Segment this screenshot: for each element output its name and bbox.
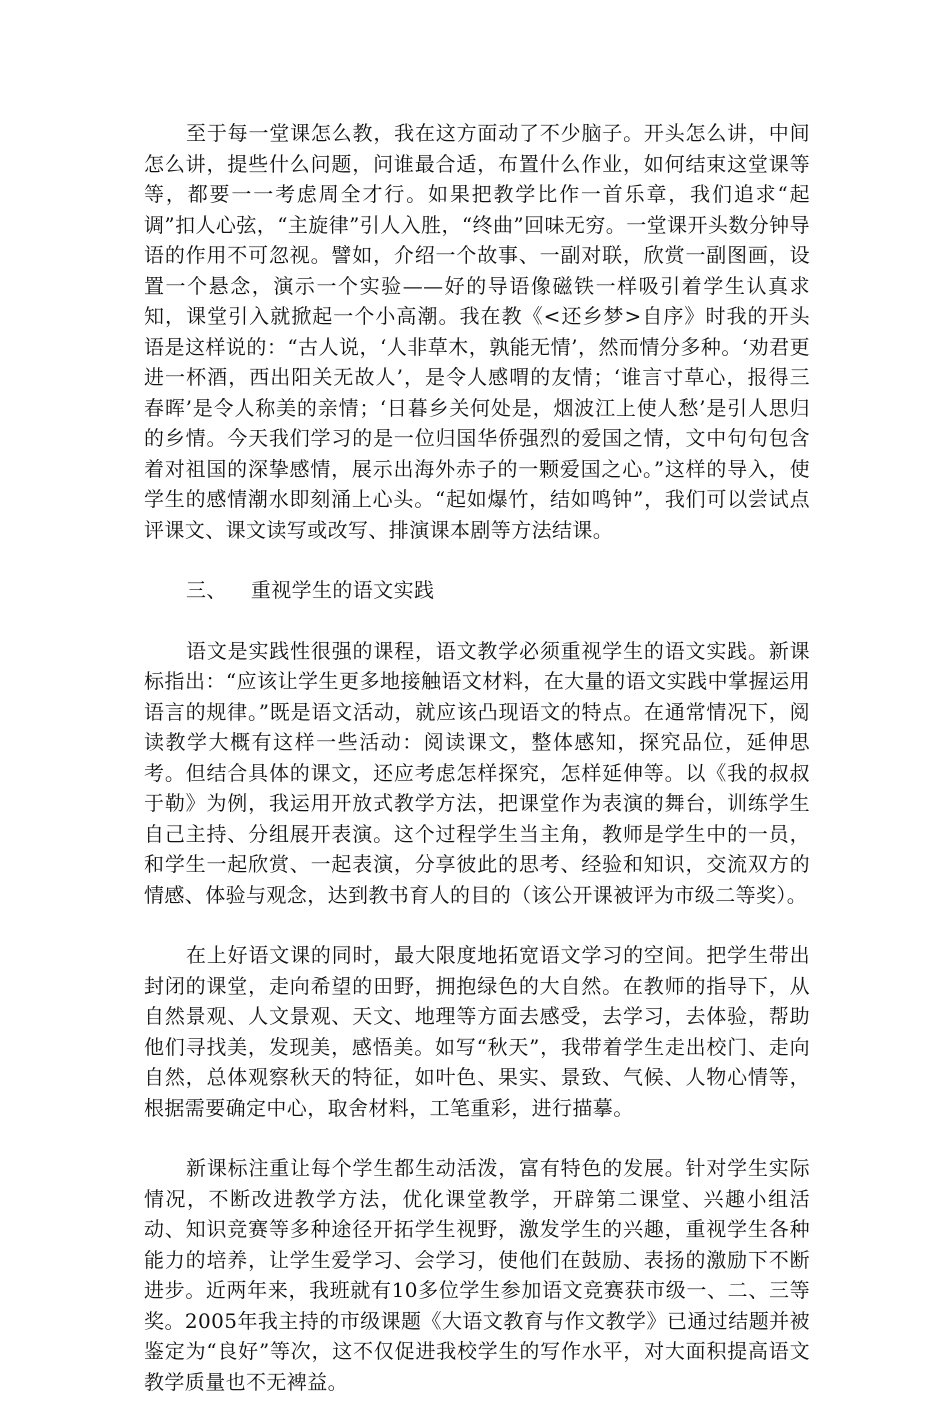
- paragraph-language-practice: 语文是实践性很强的课程，语文教学必须重视学生的语文实践。新课标指出：“应该让学生更多地接触语文材料，在大量的语文实践中掌握运用语言的规律。”既是语文活动，就应该凸现语文的特点。在通常情况下，阅读教学大概有这样一些活动：阅读课文，整体感知，探究品位，延伸思考。但结合具体的课文，还应考虑怎样探究，怎样延伸等。以《我的叔叔于勒》为例，我运用开放式教学方法，把课堂作为表演的舞台，训练学生自己主持、分组展开表演。这个过程学生当主角，教师是学生中的一员，和学生一起欣赏、一起表演，分享彼此的思考、经验和知识，交流双方的情感、体验与观念，达到教书育人的目的（该公开课被评为市级二等奖）。: [144, 638, 810, 907]
- section-heading: [144, 575, 810, 606]
- paragraph-outdoor-learning: 在上好语文课的同时，最大限度地拓宽语文学习的空间。把学生带出封闭的课堂，走向希望的田野，拥抱绿色的大自然。在教师的指导下，从自然景观、人文景观、天文、地理等方面去感受，去学习，去体验，帮助他们寻找美，发现美，感悟美。如写“秋天”，我带着学生走出校门、走向自然，总体观察秋天的特征，如叶色、果实、景致、气候、人物心情等，根据需要确定中心，取舍材料，工笔重彩，进行描摹。: [144, 943, 810, 1120]
- section-title: 重视学生的语文实践: [250, 578, 435, 602]
- paragraph-lesson-design: 至于每一堂课怎么教，我在这方面动了不少脑子。开头怎么讲，中间怎么讲，提些什么问题，问谁最合适，布置什么作业，如何结束这堂课等等，都要一一考虑周全才行。如果把教学比作一首乐章，我们追求“起调”扣人心弦，“主旋律”引人入胜，“终曲”回味无穷。一堂课开头数分钟导语的作用不可忽视。譬如，介绍一个故事、一副对联，欣赏一副图画，设置一个悬念，演示一个实验——好的导语像磁铁一样吸引着学生认真求知，课堂引入就掀起一个小高潮。我在教《<还乡梦>自序》时我的开头语是这样说的：“古人说，‘人非草木，孰能无情’，然而情分多种。‘劝君更进一杯酒，西出阳关无故人’，是令人感喟的友情；‘谁言寸草心，报得三春晖’是令人称美的亲情；‘日暮乡关何处是，烟波江上使人愁’是引人思归的乡情。今天我们学习的是一位归国华侨强烈的爱国之情，文中句句包含着对祖国的深挚感情，展示出海外赤子的一颗爱国之心。”这样的导入，使学生的感情潮水即刻涌上心头。“起如爆竹，结如鸣钟”，我们可以尝试点评课文、课文读写或改写、排演课本剧等方法结课。: [144, 121, 810, 542]
- paragraph-student-development: 新课标注重让每个学生都生动活泼，富有特色的发展。针对学生实际情况，不断改进教学方法，优化课堂教学，开辟第二课堂、兴趣小组活动、知识竞赛等多种途径开拓学生视野，激发学生的兴趣，重视学生各种能力的培养，让学生爱学习、会学习，使他们在鼓励、表扬的激励下不断进步。近两年来，我班就有10多位学生参加语文竞赛获市级一、二、三等奖。2005年我主持的市级课题《大语文教育与作文教学》已通过结题并被鉴定为“良好”等次，这不仅促进我校学生的写作水平，对大面积提高语文教学质量也不无裨益。: [144, 1156, 810, 1394]
- document-page: [144, 118, 810, 1427]
- section-number: 三、: [186, 578, 227, 602]
